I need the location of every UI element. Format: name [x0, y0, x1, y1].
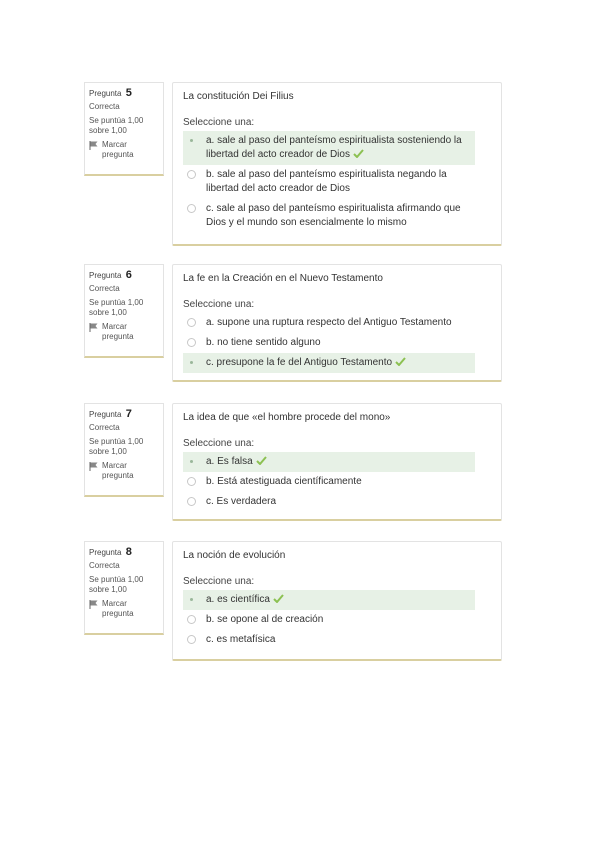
question-content [172, 264, 502, 382]
question-grade: Se puntúa 1,00 sobre 1,00 [89, 575, 144, 594]
question-info [84, 403, 164, 497]
flag-question-button[interactable]: Marcar pregunta [89, 140, 159, 160]
radio-icon[interactable] [187, 204, 196, 213]
answer-prompt: Seleccione una: [183, 576, 255, 587]
answer-prompt: Seleccione una: [183, 438, 255, 449]
answer-options [183, 313, 493, 373]
question-number: Pregunta 8 [89, 546, 132, 558]
answer-option-a[interactable]: a. sale al paso del panteísmo espiritualista sosteniendo la libertad del acto creador de Dios [183, 131, 475, 165]
answer-option-c[interactable]: c. sale al paso del panteísmo espiritualista afirmando que Dios y el mundo son esencialmente lo mismo [183, 199, 483, 233]
radio-selected-icon[interactable] [187, 457, 196, 466]
answer-options [183, 131, 493, 233]
flag-icon [89, 599, 99, 609]
question-number: Pregunta 6 [89, 269, 132, 281]
question-content [172, 403, 502, 521]
radio-icon[interactable] [187, 338, 196, 347]
answer-option-a[interactable]: a. Es falsa [183, 452, 475, 472]
radio-icon[interactable] [187, 170, 196, 179]
answer-option-b[interactable]: b. se opone al de creación [183, 610, 475, 630]
question-info [84, 264, 164, 358]
answer-option-a[interactable]: a. supone una ruptura respecto del Antiguo Testamento [183, 313, 475, 333]
flag-question-button[interactable]: Marcar pregunta [89, 322, 159, 342]
answer-option-c[interactable]: c. es metafísica [183, 630, 475, 650]
question-content [172, 541, 502, 661]
question-info [84, 541, 164, 635]
question-grade: Se puntúa 1,00 sobre 1,00 [89, 298, 144, 317]
answer-option-b[interactable]: b. no tiene sentido alguno [183, 333, 475, 353]
question-grade: Se puntúa 1,00 sobre 1,00 [89, 437, 144, 456]
answer-prompt: Seleccione una: [183, 117, 255, 128]
question-state: Correcta [89, 423, 120, 432]
answer-options [183, 452, 493, 512]
question-text: La constitución Dei Filius [183, 91, 294, 102]
check-icon [353, 149, 364, 158]
radio-icon[interactable] [187, 497, 196, 506]
question-text: La idea de que «el hombre procede del mono» [183, 412, 391, 423]
question-state: Correcta [89, 561, 120, 570]
answer-option-a[interactable]: a. es científica [183, 590, 475, 610]
radio-selected-icon[interactable] [187, 358, 196, 367]
answer-option-c[interactable]: c. presupone la fe del Antiguo Testamento [183, 353, 475, 373]
radio-icon[interactable] [187, 318, 196, 327]
answer-options [183, 590, 493, 650]
answer-option-c[interactable]: c. Es verdadera [183, 492, 475, 512]
flag-question-button[interactable]: Marcar pregunta [89, 599, 159, 619]
question-text: La fe en la Creación en el Nuevo Testamento [183, 273, 383, 284]
check-icon [273, 594, 284, 603]
question-state: Correcta [89, 284, 120, 293]
question-info [84, 82, 164, 176]
question-content [172, 82, 502, 246]
radio-icon[interactable] [187, 635, 196, 644]
question-number: Pregunta 5 [89, 87, 132, 99]
question-grade: Se puntúa 1,00 sobre 1,00 [89, 116, 144, 135]
question-number: Pregunta 7 [89, 408, 132, 420]
check-icon [256, 456, 267, 465]
flag-icon [89, 140, 99, 150]
check-icon [395, 357, 406, 366]
question-text: La noción de evolución [183, 550, 286, 561]
answer-prompt: Seleccione una: [183, 299, 255, 310]
radio-icon[interactable] [187, 615, 196, 624]
radio-selected-icon[interactable] [187, 595, 196, 604]
radio-icon[interactable] [187, 477, 196, 486]
answer-option-b[interactable]: b. Está atestiguada científicamente [183, 472, 475, 492]
radio-selected-icon[interactable] [187, 136, 196, 145]
question-state: Correcta [89, 102, 120, 111]
answer-option-b[interactable]: b. sale al paso del panteísmo espiritualista negando la libertad del acto creador de Dios [183, 165, 475, 199]
flag-icon [89, 322, 99, 332]
flag-question-button[interactable]: Marcar pregunta [89, 461, 159, 481]
flag-icon [89, 461, 99, 471]
